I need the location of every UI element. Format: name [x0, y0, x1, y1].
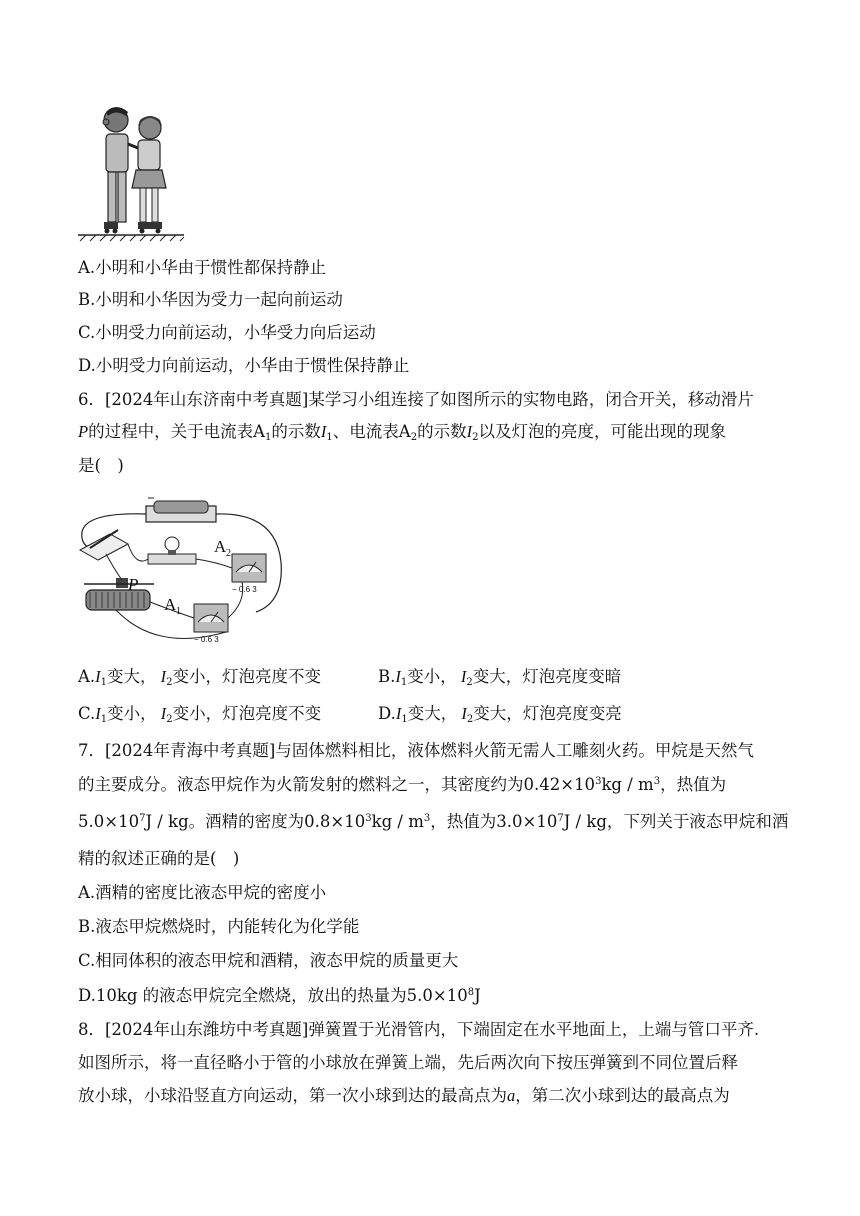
q7-option-c: C.相同体积的液态甲烷和酒精，液态甲烷的质量更大: [78, 951, 459, 970]
q6-option-b: $B.I_1$变小， $I_2$变大，灯泡亮度变暗: [378, 667, 622, 688]
q6-stem-line2: [78, 421, 726, 443]
q8-line1: 8．[2024年山东潍坊中考真题]弹簧置于光滑管内，下端固定在水平地面上，上端与管口平齐.: [78, 1020, 760, 1039]
text: kg / m: [601, 775, 654, 794]
label-a1: A: [164, 595, 177, 614]
text: ，热值为: [660, 775, 727, 794]
q7-line1: 7．[2024年青海中考真题]与固体燃料相比，液体燃料火箭无需人工雕刻火药。甲烷是天然气: [78, 741, 754, 760]
sub: 2: [166, 714, 173, 725]
text: 变大，: [407, 704, 458, 723]
q5-option-b: B.小明和小华因为受力一起向前运动: [78, 290, 343, 309]
q7-line4: 精的叙述正确的是( ): [78, 849, 240, 868]
text: 变小，灯泡亮度不变: [172, 704, 322, 723]
var-i: I: [461, 704, 467, 723]
var-i: I: [160, 667, 167, 686]
text: ，下列关于液态甲烷和酒: [606, 812, 789, 831]
label-a2: A: [214, 537, 227, 556]
q7-line3: [78, 811, 788, 833]
sup: 3: [423, 813, 431, 824]
sup: 7: [557, 813, 564, 824]
sup: 3: [365, 813, 372, 824]
text: 变小，: [107, 704, 157, 723]
text: kg / m: [371, 812, 424, 831]
q8-line3: [78, 1085, 730, 1107]
q6-option-a: $A.I_1$变大， $I_2$变小，灯泡亮度不变: [78, 667, 322, 688]
var-i: I: [395, 667, 401, 686]
text: 的示数: [417, 422, 467, 441]
text: D.10kg 的液态甲烷完全燃烧，放出的热量为5.0×10: [78, 986, 468, 1005]
label-p: P: [128, 575, 139, 594]
label-a1-sub: 1: [176, 606, 181, 617]
sub: 1: [100, 714, 108, 725]
sup: 3: [595, 776, 602, 787]
scale-a1: − 0.6 3: [194, 635, 219, 644]
label-a2-sub: 2: [226, 548, 231, 559]
text: J / kg: [145, 812, 189, 831]
q6-stem-line3: 是( ): [78, 456, 124, 475]
text: J: [474, 986, 481, 1005]
sup: 3: [653, 776, 661, 787]
scale-a2: − 0.6 3: [232, 585, 257, 594]
q8-line2: 如图所示，将一直径略小于管的小球放在弹簧上端，先后两次向下按压弹簧到不同位置后释: [78, 1053, 738, 1072]
text: J / kg: [563, 812, 607, 831]
text: 放小球，小球沿竖直方向运动，第一次小球到达的最高点为: [78, 1086, 507, 1105]
text: ，第二次小球到达的最高点为: [515, 1086, 730, 1105]
var-i: I: [395, 704, 402, 723]
var-i: I: [95, 667, 101, 686]
text: ，热值为3.0×10: [430, 812, 558, 831]
var-i: I: [95, 704, 101, 723]
q6-option-d: $D.I_1$变大， $I_2$变大，灯泡亮度变亮: [378, 704, 622, 725]
q7-line2: [78, 774, 726, 796]
text: 变大，灯泡亮度变暗: [472, 667, 622, 686]
sub: 1: [265, 432, 272, 443]
var-i: I: [460, 667, 467, 686]
text: 的示数: [271, 422, 321, 441]
text: 5.0×10: [78, 812, 140, 831]
q7-option-a: A.酒精的密度比液态甲烷的密度小: [78, 883, 327, 902]
var-p: P: [78, 422, 89, 441]
var-i: I: [160, 704, 167, 723]
text: 以及灯泡的亮度，可能出现的现象: [478, 422, 726, 441]
roller-skaters-figure: [76, 100, 186, 242]
q5-option-a: A.小明和小华由于惯性都保持静止: [78, 258, 327, 277]
text: 变大，灯泡亮度变亮: [473, 704, 622, 723]
sub: 1: [100, 677, 108, 688]
sub: 2: [410, 432, 418, 443]
sub: 1: [326, 432, 333, 443]
circuit-figure: [76, 492, 286, 656]
q6-stem-line1: 6．[2024年山东济南中考真题]某学习小组连接了如图所示的实物电路，闭合开关，移动滑片: [78, 390, 754, 409]
var-a: a: [507, 1086, 516, 1105]
q6-option-c: $C.I_1$变小， $I_2$变小，灯泡亮度不变: [78, 704, 322, 725]
text: 。酒精的密度为0.8×10: [188, 812, 366, 831]
sub: 1: [400, 677, 408, 688]
q7-option-d: [78, 985, 481, 1007]
sub: 2: [466, 714, 474, 725]
sub: 2: [466, 677, 473, 688]
var-i: I: [320, 422, 327, 441]
q7-option-b: B.液态甲烷燃烧时，内能转化为化学能: [78, 917, 360, 936]
text: 变大，: [107, 667, 157, 686]
sup: 7: [139, 813, 146, 824]
q5-option-d: D.小明受力向前运动，小华由于惯性保持静止: [78, 356, 410, 375]
sub: 1: [401, 714, 408, 725]
text: 、电流表A: [332, 422, 411, 441]
text: 变小，灯泡亮度不变: [172, 667, 322, 686]
text: 的主要成分。液态甲烷作为火箭发射的燃料之一，其密度约为0.42×10: [78, 775, 596, 794]
sup: 8: [467, 987, 475, 998]
sub: 2: [472, 432, 479, 443]
q5-option-c: C.小明受力向前运动，小华受力向后运动: [78, 323, 376, 342]
text: 的过程中，关于电流表A: [88, 422, 266, 441]
text: 变小，: [407, 667, 457, 686]
var-i: I: [466, 422, 473, 441]
sub: 2: [166, 677, 173, 688]
